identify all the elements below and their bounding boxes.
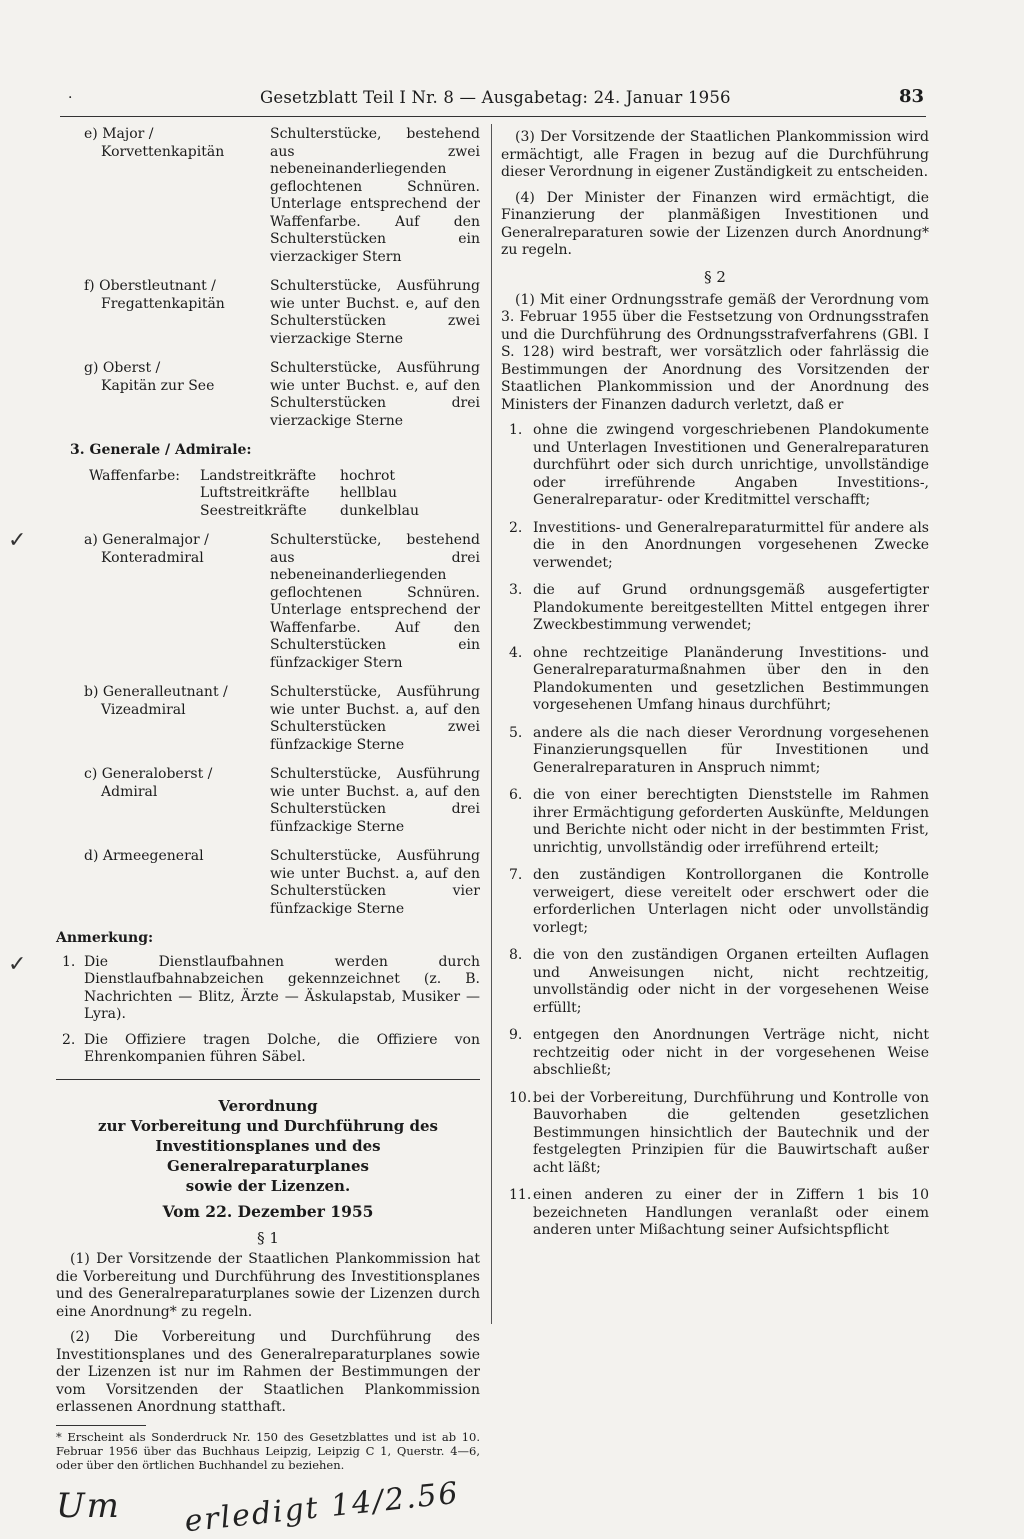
offense-item xyxy=(501,1187,929,1240)
paragraph-text: (2) Die Vorbereitung und Durchführung des Investitionsplanes und des Generalreparaturplanes sowie der Lizenzen ist nur im Rahmen der Bestimmungen der vom Vorsitzenden der Staatlichen Plankommission erlassenen Anordnung statthaft. xyxy=(56,1329,480,1415)
waffenfarbe-branch: Landstreitkräfte xyxy=(200,467,317,484)
paragraph-text: (1) Der Vorsitzende der Staatlichen Plankommission hat die Vorbereitung und Durchführung des Investitionsplanes und des Generalreparaturplanes sowie der Lizenzen durch eine Anordnung* zu regeln. xyxy=(56,1251,480,1320)
offense-number: 6. xyxy=(509,787,523,803)
handwritten-annotation xyxy=(56,1475,480,1539)
note-heading: Anmerkung: xyxy=(56,930,154,946)
rank-row xyxy=(56,278,480,348)
waffenfarbe-branch: Seestreitkräfte xyxy=(200,502,307,519)
offense-item xyxy=(501,645,929,715)
paragraph-heading-2: § 2 xyxy=(704,267,726,286)
general-rank-row xyxy=(56,848,480,918)
offense-text: ohne rechtzeitige Planänderung Investitions- und Generalreparaturmaßnahmen über den in den Plandokumenten und gesetzlichen Bestimmungen vorgesehenen Umfang hinaus durchführt; xyxy=(533,644,929,713)
rank-label xyxy=(56,126,270,266)
right-column xyxy=(501,129,929,1250)
ordinance-title-line: Verordnung xyxy=(218,1097,318,1115)
rank-label-line: Korvettenkapitän xyxy=(101,143,225,160)
general-rank-label-line: Vizeadmiral xyxy=(101,701,186,718)
paragraph-text: (3) Der Vorsitzende der Staatlichen Plankommission wird ermächtigt, alle Fragen in bezug auf die Durchführung dieser Verordnung in eigener Zuständigkeit zu entscheiden. xyxy=(501,129,929,180)
offense-text: einen anderen zu einer der in Ziffern 1 bis 10 bezeichneten Handlungen veranlaßt oder einem anderen unter Mißachtung seiner Aufsichtspflicht xyxy=(533,1187,929,1238)
offense-number: 9. xyxy=(509,1027,523,1043)
general-rank-description: Schulterstücke, Ausführung wie unter Buchst. a, auf den Schulterstücken drei fünfzackige Sterne xyxy=(270,766,480,835)
offense-text: die auf Grund ordnungsgemäß ausgefertigter Plandokumente bereitgestellten Mittel entgegen ihrer Zweckbestimmung verwendet; xyxy=(533,582,929,633)
rank-label-line: e) Major / xyxy=(84,126,154,142)
general-rank-label xyxy=(56,532,270,672)
header-title: Gesetzblatt Teil I Nr. 8 — Ausgabetag: 24. Januar 1956 xyxy=(260,88,731,107)
offense-text: den zuständigen Kontrollorganen die Kontrolle verweigert, diese vereitelt oder erschwert oder die erforderlichen Unterlagen nicht oder unvollständig vorlegt; xyxy=(533,867,929,936)
general-rank-label-line: a) Generalmajor / xyxy=(84,532,209,548)
offense-text: bei der Vorbereitung, Durchführung und Kontrolle von Bauvorhaben die geltenden gesetzlichen Bestimmungen hinsichtlich der Bautechnik und der festgelegten Prinzipien für die Bauwirtschaft außer acht läßt; xyxy=(533,1089,929,1176)
page-header xyxy=(60,86,926,117)
offense-item xyxy=(501,1027,929,1080)
waffenfarbe-row xyxy=(89,485,419,503)
rank-description: Schulterstücke, Ausführung wie unter Buchst. e, auf den Schulterstücken drei vierzackige Sterne xyxy=(270,360,480,429)
paragraph-text: (4) Der Minister der Finanzen wird ermächtigt, die Finanzierung der planmäßigen Investitionen und Generalreparaturen sowie der Lizenzen durch Anordnung* zu regeln. xyxy=(501,189,929,258)
offense-text: andere als die nach dieser Verordnung vorgesehenen Finanzierungsquellen für Investitionen und Generalreparaturen in Anspruch nimmt; xyxy=(533,724,929,776)
general-rank-label-line: c) Generaloberst / xyxy=(84,766,213,782)
paragraph-text: (1) Mit einer Ordnungsstrafe gemäß der Verordnung vom 3. Februar 1955 über die Festsetzung von Ordnungsstrafen und die Durchführung des Ordnungsstrafverfahrens (GBl. I S. 128) wird bestraft, wer vorsätzlich oder fahrlässig die Bestimmungen der Anordnung des Vorsitzenden der Staatlichen Plankommission und der Anordnung des Ministers der Finanzen dadurch verletzt, daß er xyxy=(501,291,929,413)
rank-description: Schulterstücke, Ausführung wie unter Buchst. e, auf den Schulterstücken zwei vierzackige Sterne xyxy=(270,278,480,347)
section-separator xyxy=(56,1079,480,1081)
rank-description: Schulterstücke, bestehend aus zwei nebeneinanderliegenden geflochtenen Schnüren. Unterlage entsprechend der Waffenfarbe. Auf den Schulterstücken ein vierzackiger Stern xyxy=(270,126,480,265)
general-rank-label-line: Admiral xyxy=(101,783,158,800)
general-rank-row xyxy=(56,684,480,754)
rank-row xyxy=(56,360,480,430)
rank-label xyxy=(56,360,270,430)
handwriting-note: erledigt 14/2.56 xyxy=(182,1475,461,1539)
general-rank-row xyxy=(56,532,480,672)
general-rank-label xyxy=(56,684,270,754)
waffenfarbe-color: hellblau xyxy=(340,485,398,501)
offense-number: 3. xyxy=(509,582,523,598)
offense-number: 7. xyxy=(509,867,523,883)
offense-number: 11. xyxy=(509,1187,532,1203)
left-column xyxy=(56,126,480,1539)
general-rank-label-line: b) Generalleutnant / xyxy=(84,684,228,700)
rank-label-line: Fregattenkapitän xyxy=(101,295,225,312)
offense-item xyxy=(501,787,929,857)
ordinance-title-line: Investitionsplanes und des Generalreparaturplanes xyxy=(155,1137,381,1175)
ordinance-title xyxy=(56,1096,480,1196)
note-item xyxy=(62,1032,480,1067)
footnote-separator xyxy=(56,1425,146,1426)
note-text: Die Dienstlaufbahnen werden durch Dienstlaufbahnabzeichen gekennzeichnet (z. B. Nachrichten — Blitz, Ärzte — Äskulapstab, Musiker — Lyra). xyxy=(84,953,480,1022)
waffenfarbe-color: dunkelblau xyxy=(340,502,420,519)
section-3-title: 3. Generale / Admirale: xyxy=(70,442,252,458)
ordinance-title-line: zur Vorbereitung und Durchführung des xyxy=(98,1117,438,1135)
waffenfarbe-label: Waffenfarbe: xyxy=(89,467,180,484)
general-rank-label xyxy=(56,848,270,918)
offense-number: 2. xyxy=(509,519,523,536)
margin-tick-mark: ✓ xyxy=(8,528,27,553)
waffenfarbe-color: hochrot xyxy=(340,467,396,484)
offense-item xyxy=(501,947,929,1017)
page-number: 83 xyxy=(898,86,924,107)
waffenfarbe-branch: Luftstreitkräfte xyxy=(200,485,310,501)
offense-text: ohne die zwingend vorgeschriebenen Plandokumente und Unterlagen Investitionen und Generalreparaturen durchführt oder sich durch unrichtige, unvollständige oder irreführende Angaben Investitions-, Generalreparatur- oder Kreditmittel verschafft; xyxy=(533,422,929,508)
offense-item xyxy=(501,867,929,937)
ordinance-title-line: sowie der Lizenzen. xyxy=(185,1177,351,1195)
note-number: 1. xyxy=(62,953,76,970)
general-rank-row xyxy=(56,766,480,836)
note-item xyxy=(62,954,480,1024)
rank-label-line: Kapitän zur See xyxy=(101,377,215,394)
header-dot: · xyxy=(68,90,73,106)
rank-row xyxy=(56,126,480,266)
rank-label xyxy=(56,278,270,348)
column-divider xyxy=(491,124,492,1324)
general-rank-description: Schulterstücke, Ausführung wie unter Buchst. a, auf den Schulterstücken zwei fünfzackige Sterne xyxy=(270,684,480,753)
offense-number: 1. xyxy=(509,422,523,438)
offense-number: 8. xyxy=(509,947,523,963)
offense-number: 4. xyxy=(509,644,523,661)
note-text: Die Offiziere tragen Dolche, die Offiziere von Ehrenkompanien führen Säbel. xyxy=(84,1031,480,1065)
note-number: 2. xyxy=(62,1031,76,1048)
offense-item xyxy=(501,520,929,573)
offense-text: die von einer berechtigten Dienststelle im Rahmen ihrer Ermächtigung geforderten Auskünfte, Meldungen und Berichte nicht oder nicht in der bestimmten Frist, unrichtig, unvollständig oder irreführend erteilt; xyxy=(533,787,929,856)
offense-item xyxy=(501,725,929,778)
offense-item xyxy=(501,422,929,510)
offense-text: Investitions- und Generalreparaturmittel für andere als die in den Anordnungen vorgesehenen Zwecke verwendet; xyxy=(533,519,929,571)
waffenfarbe-row xyxy=(89,503,419,521)
offense-item xyxy=(501,582,929,635)
offense-item xyxy=(501,1090,929,1178)
paragraph-heading-1: § 1 xyxy=(257,1229,279,1247)
general-rank-label xyxy=(56,766,270,836)
general-rank-description: Schulterstücke, Ausführung wie unter Buchst. a, auf den Schulterstücken vier fünfzackige Sterne xyxy=(270,848,480,917)
margin-tick-mark: ✓ xyxy=(8,952,27,977)
footnote: * Erscheint als Sonderdruck Nr. 150 des Gesetzblattes und ist ab 10. Februar 1956 über das Buchhaus Leipzig, Leipzig C 1, Querstr. 4—6, oder über den örtlichen Buchhandel zu beziehen. xyxy=(56,1429,480,1472)
ordinance-date: Vom 22. Dezember 1955 xyxy=(162,1202,374,1221)
offense-number: 5. xyxy=(509,724,523,741)
general-rank-description: Schulterstücke, bestehend aus drei nebeneinanderliegenden geflochtenen Schnüren. Unterlage entsprechend der Waffenfarbe. Auf den Schulterstücken ein fünfzackiger Stern xyxy=(270,532,480,671)
offense-text: die von den zuständigen Organen erteilten Auflagen und Anweisungen nicht, nicht rechtzeitig, unvollständig oder nicht in der vorgesehenen Weise erfüllt; xyxy=(533,947,929,1016)
offense-number: 10. xyxy=(509,1089,532,1106)
handwriting-initials: Um xyxy=(56,1485,121,1526)
waffenfarbe-table xyxy=(89,468,480,521)
general-rank-label-line: d) Armeegeneral xyxy=(84,848,204,864)
general-rank-label-line: Konteradmiral xyxy=(101,549,204,566)
waffenfarbe-row xyxy=(89,468,419,486)
rank-label-line: g) Oberst / xyxy=(84,360,161,376)
offense-text: entgegen den Anordnungen Verträge nicht, nicht rechtzeitig oder nicht in der vorgesehenen Weise abschließt; xyxy=(533,1027,929,1078)
rank-label-line: f) Oberstleutnant / xyxy=(84,278,216,294)
